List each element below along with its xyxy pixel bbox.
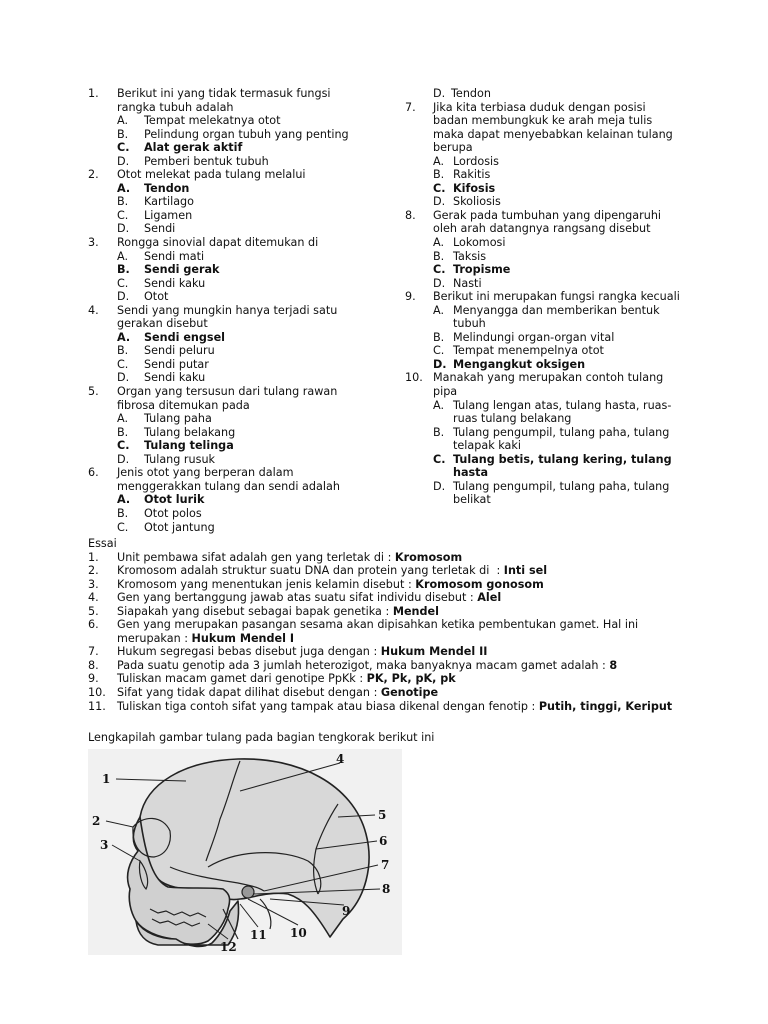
answer-option bbox=[405, 493, 695, 507]
option-letter: D. bbox=[433, 479, 446, 493]
option-text: Pelindung organ tubuh yang penting bbox=[144, 127, 349, 141]
skull-label: 12 bbox=[220, 940, 237, 954]
answer-option bbox=[405, 304, 695, 318]
option-letter: A. bbox=[117, 412, 129, 426]
option-text: Ligamen bbox=[144, 208, 193, 222]
option-letter: C. bbox=[117, 208, 129, 222]
option-text: Sendi engsel bbox=[144, 330, 225, 344]
question-line bbox=[405, 114, 695, 128]
essai-answer: Hukum Mendel I bbox=[191, 631, 295, 645]
option-text: Sendi bbox=[144, 222, 176, 236]
option-text: Tempat menempelnya otot bbox=[453, 344, 604, 358]
essai-line bbox=[88, 686, 688, 700]
answer-option bbox=[405, 182, 695, 196]
option-text: Mengangkut oksigen bbox=[453, 357, 586, 371]
option-text: Pemberi bentuk tubuh bbox=[144, 154, 269, 168]
question-line bbox=[405, 141, 695, 155]
question-text: oleh arah datangnya rangsang disebut bbox=[433, 222, 651, 236]
option-text: Otot lurik bbox=[144, 493, 205, 507]
answer-option bbox=[88, 250, 393, 264]
option-letter: D. bbox=[433, 276, 446, 290]
question-line bbox=[405, 222, 695, 236]
option-text: Melindungi organ-organ vital bbox=[453, 330, 615, 344]
essai-answer: Putih, tinggi, Keriput bbox=[538, 699, 673, 713]
option-text: Tendon bbox=[451, 87, 491, 100]
essai-line bbox=[88, 591, 688, 605]
question-text: menggerakkan tulang dan sendi adalah bbox=[117, 479, 340, 493]
answer-option bbox=[405, 317, 695, 331]
question-line bbox=[88, 236, 393, 250]
essai-item-text bbox=[117, 700, 672, 714]
answer-option bbox=[88, 521, 393, 535]
question-text: Jenis otot yang berperan dalam bbox=[117, 466, 294, 480]
option-letter: A. bbox=[117, 330, 131, 344]
option-text: Tendon bbox=[144, 181, 190, 195]
question-line bbox=[88, 466, 393, 480]
essai-question: Tuliskan macam gamet dari genotipe PpKk : bbox=[117, 672, 367, 686]
option-letter: B. bbox=[117, 195, 129, 209]
question-line bbox=[405, 209, 695, 223]
skull-label: 2 bbox=[92, 814, 101, 828]
option-letter: A. bbox=[433, 398, 445, 412]
essai-answer: PK, Pk, pK, pk bbox=[366, 672, 456, 686]
answer-option bbox=[405, 358, 695, 372]
essai-question: Siapakah yang disebut sebagai bapak genetika : bbox=[117, 604, 393, 618]
option-letter: B. bbox=[117, 127, 129, 141]
essai-number: 6. bbox=[88, 618, 99, 632]
essai-number: 3. bbox=[88, 577, 99, 591]
essai-item-text bbox=[117, 605, 439, 619]
option-text: Taksis bbox=[453, 249, 487, 263]
option-letter: B. bbox=[433, 168, 445, 182]
mc-right-column bbox=[405, 87, 695, 507]
answer-option bbox=[405, 439, 695, 453]
option-text: Sendi peluru bbox=[144, 344, 215, 358]
option-letter: C. bbox=[117, 276, 129, 290]
question-number: 5. bbox=[88, 385, 99, 399]
essai-answer: Mendel bbox=[392, 604, 439, 618]
option-text: Lordosis bbox=[453, 154, 499, 168]
question-text: Sendi yang mungkin hanya terjadi satu bbox=[117, 303, 338, 317]
skull-label: 10 bbox=[290, 926, 307, 940]
answer-option bbox=[405, 168, 695, 182]
option-letter: C. bbox=[117, 520, 129, 534]
option-text: Otot polos bbox=[144, 506, 202, 520]
question-text: badan membungkuk ke arah meja tulis bbox=[433, 114, 653, 128]
ear-canal bbox=[242, 886, 254, 898]
option-text: Sendi mati bbox=[144, 249, 205, 263]
option-letter: D. bbox=[433, 87, 446, 100]
essai-item-text bbox=[117, 618, 638, 632]
answer-option bbox=[88, 331, 393, 345]
option-text: Tulang pengumpil, tulang paha, tulang bbox=[453, 479, 670, 493]
option-letter: D. bbox=[433, 195, 446, 209]
option-text: Sendi kaku bbox=[144, 276, 206, 290]
essai-item-text bbox=[117, 578, 544, 592]
answer-option bbox=[405, 399, 695, 413]
option-text: Tulang betis, tulang kering, tulang bbox=[453, 452, 672, 466]
answer-option bbox=[88, 507, 393, 521]
option-text: Skoliosis bbox=[453, 195, 501, 209]
answer-option bbox=[88, 344, 393, 358]
skull-label: 9 bbox=[342, 904, 351, 918]
answer-option bbox=[88, 371, 393, 385]
option-text: Tempat melekatnya otot bbox=[144, 114, 281, 128]
option-text: Rakitis bbox=[453, 168, 491, 182]
question-line bbox=[88, 317, 393, 331]
question-text: berupa bbox=[433, 141, 473, 155]
essai-line bbox=[88, 578, 688, 592]
question-number: 8. bbox=[405, 208, 416, 222]
answer-option bbox=[405, 344, 695, 358]
option-text: Tulang rusuk bbox=[144, 452, 216, 466]
essai-line bbox=[88, 551, 688, 565]
essai-item-text bbox=[117, 659, 617, 673]
answer-option bbox=[405, 155, 695, 169]
essai-answer: Kromosom gonosom bbox=[415, 577, 544, 591]
option-letter: B. bbox=[433, 249, 445, 263]
question-line bbox=[88, 304, 393, 318]
answer-option bbox=[88, 195, 393, 209]
skull-label: 1 bbox=[102, 772, 111, 786]
answer-option bbox=[88, 155, 393, 169]
option-letter: C. bbox=[117, 357, 129, 371]
answer-option bbox=[88, 114, 393, 128]
option-letter: D. bbox=[117, 371, 130, 385]
option-text: Sendi kaku bbox=[144, 371, 206, 385]
essai-number: 10. bbox=[88, 686, 106, 700]
option-text: Kifosis bbox=[453, 181, 496, 195]
question-line bbox=[88, 168, 393, 182]
question-text: gerakan disebut bbox=[117, 317, 208, 331]
option-text: Tulang lengan atas, tulang hasta, ruas- bbox=[453, 398, 672, 412]
essai-line bbox=[88, 605, 688, 619]
answer-option bbox=[88, 222, 393, 236]
option-text: tubuh bbox=[453, 317, 486, 331]
question-text: Organ yang tersusun dari tulang rawan bbox=[117, 385, 338, 399]
option-letter: D. bbox=[117, 154, 130, 168]
answer-option bbox=[88, 358, 393, 372]
answer-option bbox=[88, 263, 393, 277]
answer-option bbox=[405, 412, 695, 426]
option-text: ruas tulang belakang bbox=[453, 412, 572, 426]
question-number: 10. bbox=[405, 371, 423, 385]
skull-label: 4 bbox=[336, 752, 345, 766]
question-number: 7. bbox=[405, 100, 416, 114]
essai-question: Gen yang merupakan pasangan sesama akan dipisahkan ketika pembentukan gamet. Hal ini bbox=[117, 618, 639, 632]
skull-label: 5 bbox=[378, 808, 387, 822]
skull-label: 7 bbox=[381, 858, 390, 872]
question-text: Manakah yang merupakan contoh tulang bbox=[433, 371, 664, 385]
question-text: Jika kita terbiasa duduk dengan posisi bbox=[433, 100, 646, 114]
question-text: pipa bbox=[433, 385, 458, 399]
option-text: Lokomosi bbox=[453, 236, 506, 250]
skull-label: 8 bbox=[382, 882, 391, 896]
question-line bbox=[405, 290, 695, 304]
essai-question: Unit pembawa sifat adalah gen yang terletak di : bbox=[117, 550, 395, 564]
question-line bbox=[88, 399, 393, 413]
option-text: Tulang pengumpil, tulang paha, tulang bbox=[453, 425, 670, 439]
option-letter: C. bbox=[433, 344, 445, 358]
question-number: 2. bbox=[88, 168, 99, 182]
essai-item-text bbox=[117, 645, 487, 659]
question-text: Gerak pada tumbuhan yang dipengaruhi bbox=[433, 208, 662, 222]
essai-question: Sifat yang tidak dapat dilihat disebut dengan : bbox=[117, 686, 381, 700]
essai-question: Kromosom yang menentukan jenis kelamin disebut : bbox=[117, 577, 416, 591]
essai-number: 9. bbox=[88, 672, 99, 686]
option-letter: B. bbox=[117, 263, 130, 277]
essai-question: Gen yang bertanggung jawab atas suatu sifat individu disebut : bbox=[117, 591, 478, 605]
answer-option bbox=[405, 466, 695, 480]
answer-option bbox=[405, 250, 695, 264]
essai-line bbox=[88, 659, 688, 673]
answer-option bbox=[405, 480, 695, 494]
answer-option bbox=[88, 426, 393, 440]
essai-answer: Inti sel bbox=[503, 564, 548, 578]
answer-option bbox=[88, 439, 393, 453]
option-letter: D. bbox=[117, 452, 130, 466]
option-text: Otot jantung bbox=[144, 520, 215, 534]
answer-option bbox=[88, 182, 393, 196]
question-text: maka dapat menyebabkan kelainan tulang bbox=[433, 127, 673, 141]
option-letter: D. bbox=[117, 222, 130, 236]
answer-option bbox=[405, 277, 695, 291]
answer-option bbox=[405, 426, 695, 440]
skull-diagram bbox=[88, 749, 402, 955]
essai-question: Pada suatu genotip ada 3 jumlah heterozigot, maka banyaknya macam gamet adalah : bbox=[117, 658, 610, 672]
essai-question: Kromosom adalah struktur suatu DNA dan protein yang terletak di : bbox=[117, 564, 504, 578]
essai-item-text bbox=[117, 564, 547, 578]
option-text: Tulang paha bbox=[144, 412, 212, 426]
option-text: Nasti bbox=[453, 276, 482, 290]
question-text: rangka tubuh adalah bbox=[117, 100, 234, 114]
essai-question: Hukum segregasi bebas disebut juga dengan : bbox=[117, 645, 381, 659]
option-letter: C. bbox=[433, 263, 446, 277]
skull-label: 3 bbox=[100, 838, 109, 852]
essai-line bbox=[88, 632, 688, 646]
essai-answer: Genotipe bbox=[380, 686, 439, 700]
essai-item-text bbox=[117, 551, 462, 565]
essai-heading: Essai bbox=[88, 537, 117, 550]
essai-answer: Hukum Mendel II bbox=[380, 645, 488, 659]
essai-section bbox=[88, 537, 688, 713]
option-letter: C. bbox=[433, 181, 446, 195]
essai-answer: Alel bbox=[477, 591, 502, 605]
question-number: 6. bbox=[88, 466, 99, 480]
question-line bbox=[405, 101, 695, 115]
answer-option bbox=[88, 209, 393, 223]
option-letter: B. bbox=[117, 344, 129, 358]
essai-number: 7. bbox=[88, 645, 99, 659]
option-letter: A. bbox=[117, 114, 129, 128]
option-letter: B. bbox=[433, 330, 445, 344]
answer-option bbox=[405, 453, 695, 467]
question-line bbox=[88, 385, 393, 399]
essai-number: 8. bbox=[88, 658, 99, 672]
option-letter: A. bbox=[433, 154, 445, 168]
option-letter: D. bbox=[433, 357, 447, 371]
answer-option bbox=[405, 236, 695, 250]
question-line bbox=[88, 87, 393, 101]
skull-label: 11 bbox=[250, 928, 267, 942]
option-letter: A. bbox=[117, 249, 129, 263]
option-text: Sendi gerak bbox=[144, 263, 220, 277]
essai-number: 11. bbox=[88, 699, 106, 713]
question-line bbox=[88, 480, 393, 494]
question-number: 4. bbox=[88, 303, 99, 317]
option-text: hasta bbox=[453, 466, 489, 480]
answer-option bbox=[88, 128, 393, 142]
skull-figure bbox=[88, 749, 402, 955]
essai-line bbox=[88, 645, 688, 659]
answer-option bbox=[88, 453, 393, 467]
mc-left-column bbox=[88, 87, 393, 534]
answer-option bbox=[88, 290, 393, 304]
answer-option bbox=[88, 493, 393, 507]
option-letter: A. bbox=[117, 181, 131, 195]
answer-option bbox=[405, 87, 695, 101]
answer-option bbox=[88, 412, 393, 426]
essai-line bbox=[88, 564, 688, 578]
option-text: Tulang belakang bbox=[144, 425, 236, 439]
option-letter: A. bbox=[433, 303, 445, 317]
question-number: 3. bbox=[88, 236, 99, 250]
option-letter: C. bbox=[117, 439, 130, 453]
essai-number: 2. bbox=[88, 564, 99, 578]
question-text: Berikut ini yang tidak termasuk fungsi bbox=[117, 87, 331, 100]
answer-option bbox=[405, 195, 695, 209]
option-text: Kartilago bbox=[144, 195, 194, 209]
option-text: Menyangga dan memberikan bentuk bbox=[453, 303, 660, 317]
essai-number: 1. bbox=[88, 550, 99, 564]
question-text: Otot melekat pada tulang melalui bbox=[117, 168, 306, 182]
essai-question: Tuliskan tiga contoh sifat yang tampak atau biasa dikenal dengan fenotip : bbox=[117, 699, 539, 713]
question-line bbox=[405, 371, 695, 385]
option-letter: C. bbox=[117, 141, 130, 155]
option-text: Sendi putar bbox=[144, 357, 209, 371]
question-text: Rongga sinovial dapat ditemukan di bbox=[117, 236, 319, 250]
essai-line bbox=[88, 672, 688, 686]
answer-option bbox=[405, 331, 695, 345]
option-text: Otot bbox=[144, 290, 169, 304]
answer-option bbox=[405, 263, 695, 277]
essai-line bbox=[88, 618, 688, 632]
question-line bbox=[405, 128, 695, 142]
question-line bbox=[88, 101, 393, 115]
essai-answer: Kromosom bbox=[394, 550, 463, 564]
essai-number: 5. bbox=[88, 604, 99, 618]
option-letter: B. bbox=[433, 425, 445, 439]
question-number: 1. bbox=[88, 87, 99, 100]
figure-caption: Lengkapilah gambar tulang pada bagian tengkorak berikut ini bbox=[88, 731, 435, 744]
option-text: Tulang telinga bbox=[144, 439, 234, 453]
option-text: belikat bbox=[453, 493, 491, 507]
option-text: Tropisme bbox=[453, 263, 511, 277]
option-letter: A. bbox=[117, 493, 131, 507]
option-letter: B. bbox=[117, 506, 129, 520]
essai-line bbox=[88, 700, 688, 714]
option-text: telapak kaki bbox=[453, 439, 521, 453]
essai-question: merupakan : bbox=[117, 631, 192, 645]
essai-number: 4. bbox=[88, 591, 99, 605]
essai-item-text bbox=[117, 632, 294, 646]
answer-option bbox=[88, 277, 393, 291]
essai-item-text bbox=[117, 686, 438, 700]
answer-option bbox=[88, 141, 393, 155]
question-number: 9. bbox=[405, 290, 416, 304]
question-line bbox=[405, 385, 695, 399]
question-text: Berikut ini merupakan fungsi rangka kecuali bbox=[433, 290, 680, 304]
option-letter: D. bbox=[117, 290, 130, 304]
option-letter: A. bbox=[433, 236, 445, 250]
essai-item-text bbox=[117, 672, 456, 686]
skull-label: 6 bbox=[379, 834, 388, 848]
essai-answer: 8 bbox=[609, 658, 618, 672]
option-letter: B. bbox=[117, 425, 129, 439]
option-letter: C. bbox=[433, 452, 446, 466]
essai-item-text bbox=[117, 591, 501, 605]
option-text: Alat gerak aktif bbox=[144, 141, 243, 155]
question-text: fibrosa ditemukan pada bbox=[117, 398, 250, 412]
